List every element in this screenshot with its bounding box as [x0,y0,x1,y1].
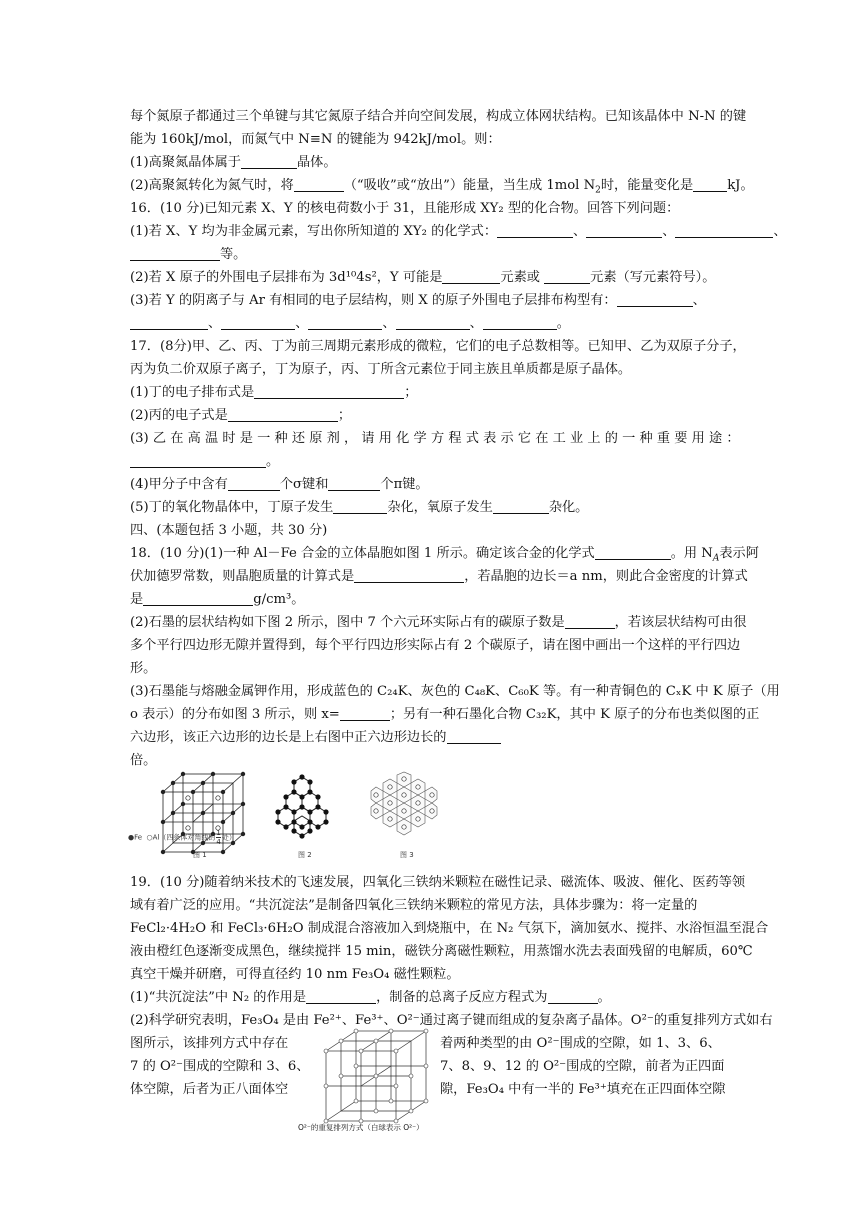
text: 杂化，氧原子发生 [387,500,493,515]
answer-blank[interactable] [294,177,344,192]
answer-blank[interactable] [228,407,338,422]
answer-blank[interactable] [565,614,615,629]
text-line [130,152,736,174]
text: ；另有一种石墨化合物 C₃₂K，其中 K 原子的分布也类似图的正 [389,707,760,722]
text: ，若晶胞的边长＝a nm，则此合金密度的计算式 [464,569,748,584]
text-line: (3) 乙 在 高 温 时 是 一 种 还 原 剂 ， 请 用 化 学 方 程 式 表 示 它 在 工 业 上 的 一 种 重 要 用 途 ： [130,431,740,446]
o2-arrangement-figure [318,1025,438,1135]
answer-blank[interactable] [544,269,590,284]
answer-blank[interactable] [308,315,382,330]
answer-blank[interactable] [483,315,557,330]
text-line: FeCl₂·4H₂O 和 FeCl₃·6H₂O 制成混合溶液加入到烧瓶中，在 N₂ 气氛下，滴加氨水、搅拌、水浴恒温至混合 [130,921,769,936]
text: （“吸收”或“放出”）能量，当生成 1mol N [343,178,596,193]
text-line [130,612,747,634]
question-18: 18．(10 分)(1)一种 Al－Fe 合金的立体晶胞如图 1 所示。确定该合金的化学式 。用 $N_A$表示阿 [130,546,759,564]
text: 个σ键和 [279,477,329,492]
figure-3-cxk-layer [371,772,437,838]
text-line: 液由橙红色逐渐变成黑色，继续搅拌 15 min，磁铁分离磁性颗粒，用蒸馏水洗去表面残留的电解质，60℃ [130,944,753,959]
text: 。用 N [670,546,713,561]
legend-fe: ●Fe [128,833,143,842]
text: 杂化。 [548,500,589,515]
text-line: (3)石墨能与熔融金属钾作用，形成蓝色的 C₂₄K、灰色的 C₄₈K、C₆₀K 等。有一种青铜色的 CₓK 中 K 原子（用 [130,684,780,699]
text-line: 。 [130,451,736,473]
text: 18．(10 分)(1)一种 Al－Fe 合金的立体晶胞如图 1 所示。确定该合金的化学式 [130,546,595,561]
text-line [130,704,760,726]
answer-blank[interactable] [130,246,220,261]
text-line: 着两种类型的由 O²⁻围成的空隙，如 1、3、6、 [440,1036,721,1051]
text-line [130,474,736,496]
text: ，若该层状结构可由很 [614,615,747,630]
question-16: 16．(10 分)已知元素 X、Y 的核电荷数小于 31，且能形成 XY₂ 型的化合物。回答下列问题： [130,201,680,216]
text: 晶体。 [297,155,337,170]
answer-blank[interactable] [306,989,376,1004]
figure-2-graphite-layer[interactable] [272,774,332,840]
text-line: 多个平行四边形无隙并置得到，每个平行四边形实际占有 2 个碳原子，请在图中画出一个这样的平行四边 [130,638,741,653]
text: 伏加德罗常数，则晶胞质量的计算式是 [130,569,355,584]
text-line: 形。 [130,661,157,676]
answer-blank[interactable] [675,223,773,238]
text: (2)石墨的层状结构如下图 2 所示，图中 7 个六元环实际占有的碳原子数是 [130,615,565,630]
text-line: 每个氮原子都通过三个单键与其它氮原子结合并向空间发展，构成立体网状结构。已知该晶体中 N-N 的键 [130,109,747,124]
question-17: 17．(8分)甲、乙、丙、丁为前三周期元素形成的微粒，它们的电子总数相等。已知甲、乙为双原子分子， [130,339,746,354]
figure-2-caption: 图 2 [298,851,312,859]
answer-blank[interactable] [130,453,266,468]
text-line: 7、8、9、12 的 O²⁻围成的空隙，前者为正四面 [440,1059,725,1074]
answer-blank[interactable] [354,568,464,583]
text: 元素（写元素符号）。 [590,270,716,285]
text: (2)丙的电子式是 [130,408,228,423]
fraction-denominator: 4 [216,838,221,846]
answer-blank[interactable] [548,989,598,1004]
text: (1)若 X、Y 均为非金属元素，写出你所知道的 XY₂ 的化学式： [130,224,498,239]
text-line [130,267,736,289]
text: o 表示）的分布如图 3 所示，则 x= [130,707,340,722]
text: g/cm³。 [253,592,305,607]
text-line: 真空干燥并研磨，可得直径约 10 nm Fe₃O₄ 磁性颗粒。 [130,967,460,982]
text-line [130,987,736,1009]
answer-blank[interactable] [130,315,208,330]
text: (1)丁的电子排布式是 [130,385,255,400]
text-line: (2)科学研究表明，Fe₃O₄ 是由 Fe²⁺、Fe³⁺、O²⁻通过离子键而组成的复杂离子晶体。O²⁻的重复排列方式如右 [130,1013,773,1028]
answer-blank[interactable] [143,591,253,606]
answer-blank[interactable] [493,499,549,514]
answer-blank[interactable] [241,154,297,169]
text: 个π键。 [380,477,429,492]
text-line: 隙，Fe₃O₄ 中有一半的 Fe³⁺填充在正四面体空隙 [440,1082,726,1097]
text-line: 倍。 [130,753,157,768]
text-line: 丙为负二价双原子离子，丁为原子，丙、丁所含元素位于同主族且单质都是原子晶体。 [130,362,632,377]
section-heading: 四、(本题包括 3 小题，共 30 分) [130,523,328,538]
answer-blank[interactable] [595,545,671,560]
text-line: 7 的 O²⁻围成的空隙和 3、6、 [130,1059,310,1074]
text-line: 域有着广泛的应用。“共沉淀法”是制备四氧化三铁纳米颗粒的常见方法，具体步骤为：将一定量的 [130,898,698,913]
text-line [130,244,736,266]
answer-blank[interactable] [328,476,380,491]
answer-blank[interactable] [333,499,387,514]
text: 时，能量变化是 [600,178,694,193]
text-line [130,727,736,749]
text: (1)“共沉淀法”中 N₂ 的作用是 [130,990,307,1005]
answer-blank[interactable] [693,177,727,192]
text-line [130,566,748,588]
text: 。 [597,990,611,1005]
text: 表示阿 [719,546,759,561]
text-line: 、 、 、 、 。 [130,313,736,335]
text-line: 能为 160kJ/mol，而氮气中 N≡N 的键能为 942kJ/mol。则： [130,132,501,147]
answer-blank[interactable] [447,729,501,744]
answer-blank[interactable] [497,223,573,238]
text: (4)甲分子中含有 [130,477,228,492]
text-line: (1)丁的电子排布式是 ； [130,385,418,400]
text-line [130,497,736,519]
text: (2)高聚氮转化为氮气时，将 [130,178,294,193]
text-line: (2)丙的电子式是 ； [130,408,351,423]
figure-3-caption: 图 3 [400,851,414,859]
text: (5)丁的氧化物晶体中，丁原子发生 [130,500,334,515]
text-line: 图所示，该排列方式中存在 [130,1036,289,1051]
figure-1-caption: 图 1 [193,851,207,859]
legend-al: ○Al（四条体对角线的 [146,833,216,842]
text: (2)若 X 原子的外围电子层排布为 3d¹⁰4s²，Y 可能是 [130,270,443,285]
fraction-numerator: 1 [216,829,221,837]
answer-blank[interactable] [340,706,390,721]
answer-blank[interactable] [396,315,470,330]
answer-blank[interactable] [442,269,500,284]
text: 六边形，该正六边形的边长是上右图中正六边形边长的 [130,730,447,745]
text: 等。 [220,247,247,262]
text: (3)若 Y 的阴离子与 Ar 有相同的电子层结构，则 X 的原子外围电子层排布构型有： [130,293,617,308]
text-line: (2)高聚氮转化为氮气时，将 （“吸收”或“放出”）能量，当生成 1mol $N_2$时，能量变化是 kJ。 [130,178,754,196]
text: ，制备的总离子反应方程式为 [376,990,548,1005]
text: (1)高聚氮晶体属于 [130,155,241,170]
text-line: 体空隙，后者为正八面体空 [130,1082,289,1097]
text-line [130,589,736,611]
answer-blank[interactable] [254,384,404,399]
answer-blank[interactable] [221,315,295,330]
text: kJ。 [727,178,754,193]
answer-blank[interactable] [228,476,280,491]
text: 元素或 [500,270,540,285]
text-line: (1)若 X、Y 均为非金属元素，写出你所知道的 XY₂ 的化学式： 、 、 、 [130,224,787,239]
question-19: 19．(10 分)随着纳米技术的飞速发展，四氧化三铁纳米颗粒在磁性记录、磁流体、吸波、催化、医药等领 [130,875,746,890]
legend-end: 处） [221,833,236,842]
figure-1-legend [128,829,236,846]
o2-figure-caption: O²⁻的重复排列方式（白球表示 O²⁻） [298,1123,424,1132]
answer-blank[interactable] [586,223,662,238]
text: 是 [130,592,144,607]
text-line: (3)若 Y 的阴离子与 Ar 有相同的电子层结构，则 X 的原子外围电子层排布构型有： 、 [130,293,706,308]
answer-blank[interactable] [617,292,693,307]
